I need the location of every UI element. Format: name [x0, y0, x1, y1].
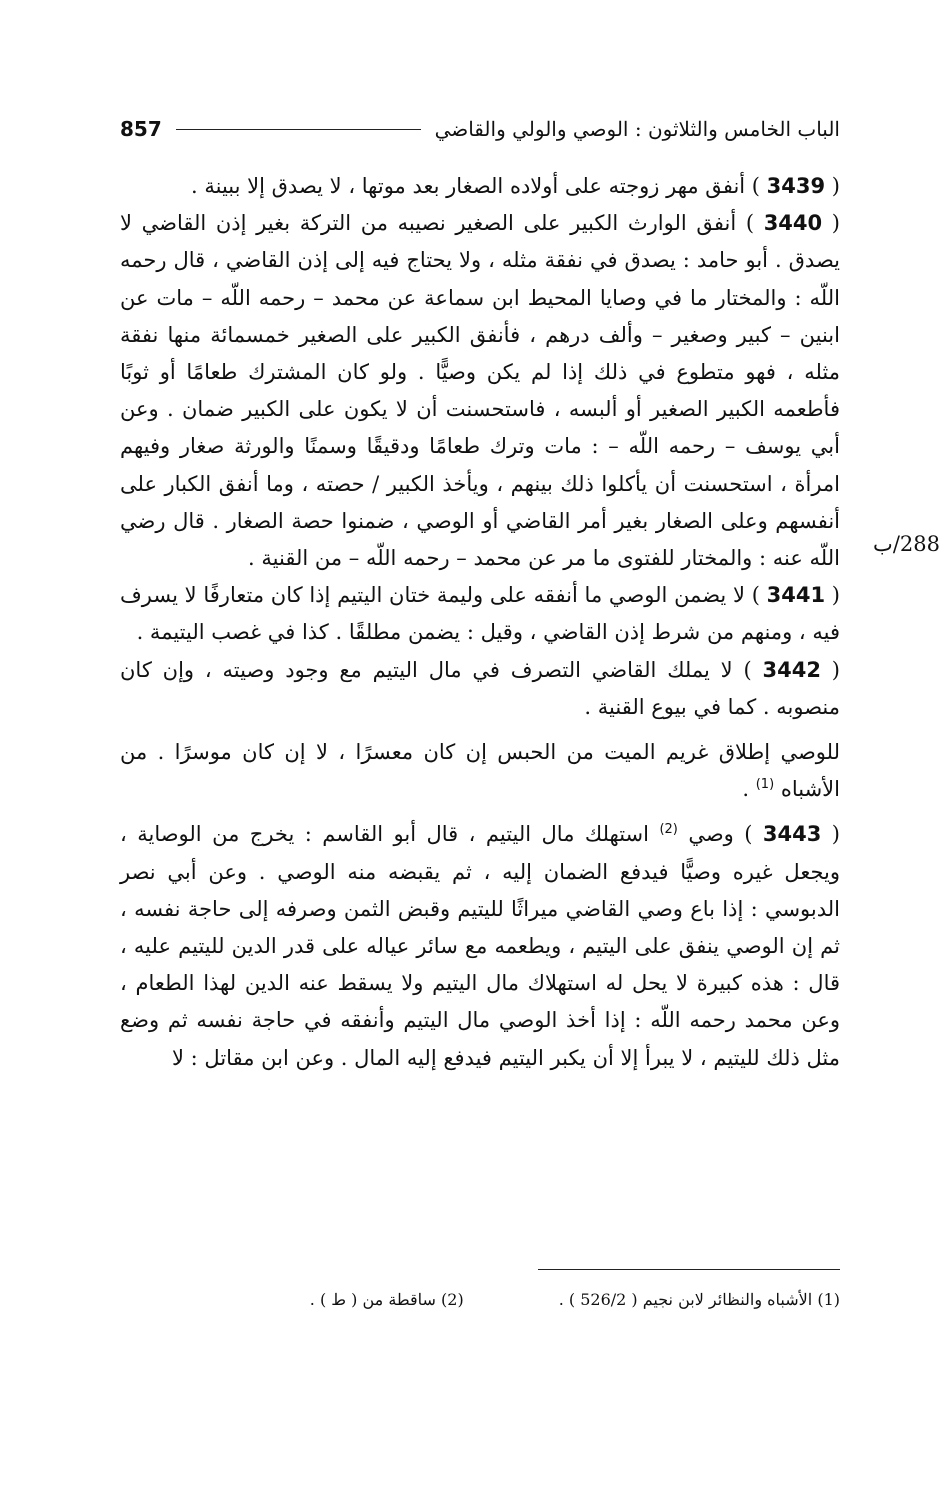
header-rule [176, 129, 421, 130]
footnote-1: (1) الأشباه والنظائر لابن نجيم ( 526/2 ) . [558, 1290, 840, 1309]
main-text [120, 168, 840, 1077]
footnote-ref-2[interactable]: (2) [659, 822, 678, 838]
footnote-2: (2) ساقطة من ( ط ) . [309, 1290, 464, 1309]
paragraph-3439: ( 3439 ) أنفق مهر زوجته على أولاده الصغار بعد موتها ، لا يصدق إلا ببينة . [191, 174, 840, 198]
paragraph-text: للوصي إطلاق غريم الميت من الحبس إن كان معسرًا ، لا إن كان موسرًا . من الأشباه [120, 740, 840, 802]
page-number: 857 [120, 117, 162, 141]
entry-number: 3442 [762, 657, 821, 682]
paragraph-text: وصي [688, 822, 734, 847]
footnote-separator [538, 1269, 840, 1270]
paragraph-3443: ( 3443 ) وصي $^{(2)}$ استهلك مال اليتيم ، قال أبو القاسم : يخرج من الوصاية ، ويجعل غيره وصيًّا فيدفع الضمان إليه ، ثم يقبضه منه الوصي . وعن أبي نصر الدبوسي : إذا باع وصي القاضي ميراثًا لليتيم وقبض الثمن وصرفه إلى حاجة نفسه ، ثم إن الوصي ينفق على اليتيم ، ويطعمه مع سائر عياله على قدر الدين لليتيم عليه ، قال : هذه كبيرة لا يحل له استهلاك مال اليتيم ولا يسقط عنه الدين لهذا الطعام ، وعن محمد رحمه اللّه : إذا أخذ الوصي مال اليتيم وأنفقه في حاجة نفسه ثم وضع مثل ذلك لليتيم ، لا يبرأ إلا أن يكبر اليتيم فيدفع إليه المال . وعن ابن مقاتل : لا [120, 822, 840, 1070]
paragraph-text: أنفق مهر زوجته على أولاده الصغار بعد موتها ، لا يصدق إلا ببينة . [191, 174, 746, 198]
paragraph-3442: ( 3442 ) لا يملك القاضي التصرف في مال اليتيم مع وجود وصيته ، وإن كان منصوبه . كما في بيوع القنية . [120, 657, 840, 719]
entry-number: 3439 [766, 174, 826, 198]
footnote-ref-1[interactable]: (1) [755, 777, 775, 793]
paragraph-text-cont: استهلك مال اليتيم ، قال أبو القاسم : يخرج من الوصاية ، ويجعل غيره وصيًّا فيدفع الضمان إليه ، ثم يقبضه منه الوصي . وعن أبي نصر الدبوسي : إذا باع وصي القاضي ميراثًا لليتيم وقبض الثمن وصرفه إلى حاجة نفسه ، ثم إن الوصي ينفق على اليتيم ، ويطعمه مع سائر عياله على قدر الدين لليتيم عليه ، قال : هذه كبيرة لا يحل له استهلاك مال اليتيم ولا يسقط عنه الدين لهذا الطعام ، وعن محمد رحمه اللّه : إذا أخذ الوصي مال اليتيم وأنفقه في حاجة نفسه ثم وضع مثل ذلك لليتيم ، لا يبرأ إلا أن يكبر اليتيم فيدفع إليه المال . وعن ابن مقاتل : لا [120, 822, 840, 1070]
footnotes [120, 1290, 840, 1309]
entry-number: 3441 [766, 583, 826, 608]
paragraph-unnumbered: للوصي إطلاق غريم الميت من الحبس إن كان معسرًا ، لا إن كان موسرًا . من الأشباه $^{(1)}$ . [120, 740, 840, 802]
entry-number: 3443 [762, 822, 822, 847]
paragraph-3441: ( 3441 ) لا يضمن الوصي ما أنفقه على وليمة ختان اليتيم إذا كان متعارفًا لا يسرف فيه ، ومنهم من شرط إذن القاضي ، وقيل : يضمن مطلقًا . كذا في غصب اليتيمة . [120, 583, 841, 645]
manuscript-folio-note: 288/ب [873, 532, 940, 556]
chapter-title: الباب الخامس والثلاثون : الوصي والولي والقاضي [434, 117, 840, 141]
paragraph-3440: ( 3440 ) أنفق الوارث الكبير على الصغير نصيبه من التركة بغير إذن القاضي لا يصدق . أبو حامد : يصدق في نفقة مثله ، ولا يحتاج فيه إلى إذن القاضي ، قال رحمه اللّه : والمختار ما في وصايا المحيط ابن سماعة عن محمد – رحمه اللّه – مات عن ابنين – كبير وصغير – وألف درهم ، فأنفق الكبير على الصغير خمسمائة منها نفقة مثله ، فهو متطوع في ذلك إذا لم يكن وصيًّا . ولو كان المشترك طعامًا أو ثوبًا فأطعمه الكبير الصغير أو ألبسه ، فاستحسنت أن لا يكون على الكبير ضمان . وعن أبي يوسف – رحمه اللّه – : مات وترك طعامًا ودقيقًا وسمنًا والورثة صغار وفيهم امرأة ، استحسنت أن يأكلوا ذلك بينهم ، ويأخذ الكبير / حصته ، وما أنفق الكبار على أنفسهم وعلى الصغار بغير أمر القاضي أو الوصي ، ضمنوا حصة الصغار . قال رضي اللّه عنه : والمختار للفتوى ما مر عن محمد – رحمه اللّه – من القنية . [120, 211, 840, 571]
running-header [120, 112, 840, 146]
paragraph-text: أنفق الوارث الكبير على الصغير نصيبه من التركة بغير إذن القاضي لا يصدق . أبو حامد : يصدق في نفقة مثله ، ولا يحتاج فيه إلى إذن القاضي ، قال رحمه اللّه : والمختار ما في وصايا المحيط ابن سماعة عن محمد – رحمه اللّه – مات عن ابنين – كبير وصغير – وألف درهم ، فأنفق الكبير على الصغير خمسمائة منها نفقة مثله ، فهو متطوع في ذلك إذا لم يكن وصيًّا . ولو كان المشترك طعامًا أو ثوبًا فأطعمه الكبير الصغير أو ألبسه ، فاستحسنت أن لا يكون على الكبير ضمان . وعن أبي يوسف – رحمه اللّه – : مات وترك طعامًا ودقيقًا وسمنًا والورثة صغار وفيهم امرأة ، استحسنت أن يأكلوا ذلك بينهم ، ويأخذ الكبير / حصته ، وما أنفق الكبار على أنفسهم وعلى الصغار بغير أمر القاضي أو الوصي ، ضمنوا حصة الصغار . قال رضي اللّه عنه : والمختار للفتوى ما مر عن محمد – رحمه اللّه – من القنية . [120, 211, 840, 571]
paragraph-text: لا يملك القاضي التصرف في مال اليتيم مع وجود وصيته ، وإن كان منصوبه . كما في بيوع القنية . [120, 657, 840, 719]
paragraph-text: لا يضمن الوصي ما أنفقه على وليمة ختان اليتيم إذا كان متعارفًا لا يسرف فيه ، ومنهم من شرط إذن القاضي ، وقيل : يضمن مطلقًا . كذا في غصب اليتيمة . [120, 583, 840, 645]
entry-number: 3440 [763, 211, 823, 236]
